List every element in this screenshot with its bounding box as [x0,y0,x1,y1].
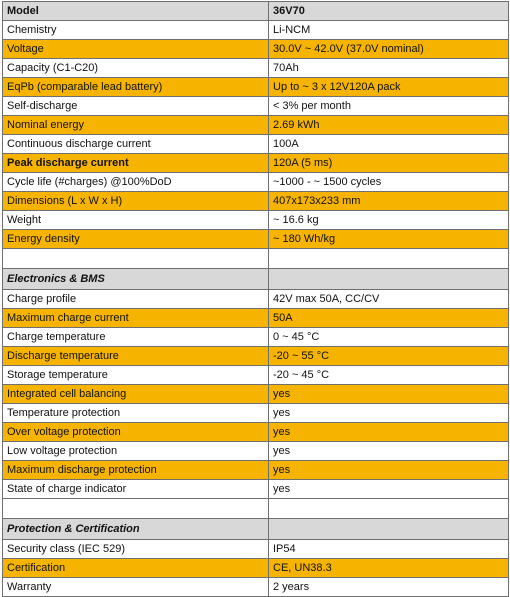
row-label: Cycle life (#charges) @100%DoD [3,173,269,192]
table-row [3,154,509,173]
row-label: Maximum discharge protection [3,461,269,480]
table-row [3,540,509,559]
row-value: yes [269,423,509,442]
row-label: Weight [3,211,269,230]
row-label: Temperature protection [3,404,269,423]
row-value: 407x173x233 mm [269,192,509,211]
table-row [3,578,509,597]
row-label: Storage temperature [3,366,269,385]
spacer-row [3,249,509,269]
table-row [3,442,509,461]
table-row [3,347,509,366]
table-row [3,116,509,135]
row-value: 100A [269,135,509,154]
row-value: 120A (5 ms) [269,154,509,173]
empty-cell [269,269,509,290]
table-row [3,192,509,211]
row-value: yes [269,480,509,499]
row-label: Dimensions (L x W x H) [3,192,269,211]
row-value: -20 ~ 45 °C [269,366,509,385]
section-title: Electronics & BMS [3,269,269,290]
row-value: 30.0V ~ 42.0V (37.0V nominal) [269,40,509,59]
section-protection-certification [3,519,509,540]
section-electronics-bms [3,269,509,290]
table-row [3,385,509,404]
table-row [3,328,509,347]
header-label: Model [3,2,269,21]
spec-table [2,1,509,597]
row-value: 42V max 50A, CC/CV [269,290,509,309]
table-row [3,461,509,480]
row-value: 2 years [269,578,509,597]
row-label: Warranty [3,578,269,597]
empty-cell [269,249,509,269]
row-label: Chemistry [3,21,269,40]
row-label: Peak discharge current [3,154,269,173]
row-value: yes [269,461,509,480]
table-row [3,366,509,385]
row-label: Over voltage protection [3,423,269,442]
row-label: Charge profile [3,290,269,309]
spec-table-body [3,2,509,597]
row-value: ~1000 - ~ 1500 cycles [269,173,509,192]
empty-cell [269,499,509,519]
row-value: 0 ~ 45 °C [269,328,509,347]
row-label: Continuous discharge current [3,135,269,154]
table-row [3,211,509,230]
row-label: Energy density [3,230,269,249]
row-label: Discharge temperature [3,347,269,366]
spacer-row [3,499,509,519]
row-value: -20 ~ 55 °C [269,347,509,366]
table-row [3,559,509,578]
row-label: Security class (IEC 529) [3,540,269,559]
row-value: 50A [269,309,509,328]
row-value: Up to ~ 3 x 12V120A pack [269,78,509,97]
table-row [3,230,509,249]
table-row [3,21,509,40]
row-value: 70Ah [269,59,509,78]
empty-cell [3,249,269,269]
table-row [3,173,509,192]
row-value: CE, UN38.3 [269,559,509,578]
row-value: yes [269,385,509,404]
table-row [3,423,509,442]
table-row [3,59,509,78]
row-label: Capacity (C1-C20) [3,59,269,78]
row-label: Charge temperature [3,328,269,347]
row-value: ~ 180 Wh/kg [269,230,509,249]
row-label: Integrated cell balancing [3,385,269,404]
row-label: Low voltage protection [3,442,269,461]
row-label: Self-discharge [3,97,269,116]
row-value: ~ 16.6 kg [269,211,509,230]
section-title: Protection & Certification [3,519,269,540]
empty-cell [3,499,269,519]
spec-sheet [2,1,508,597]
table-row [3,404,509,423]
table-header-row [3,2,509,21]
table-row [3,309,509,328]
row-value: Li-NCM [269,21,509,40]
row-label: Nominal energy [3,116,269,135]
header-value: 36V70 [269,2,509,21]
row-label: Maximum charge current [3,309,269,328]
row-value: IP54 [269,540,509,559]
table-row [3,135,509,154]
table-row [3,480,509,499]
row-label: State of charge indicator [3,480,269,499]
row-value: 2.69 kWh [269,116,509,135]
empty-cell [269,519,509,540]
row-value: < 3% per month [269,97,509,116]
table-row [3,290,509,309]
table-row [3,40,509,59]
row-value: yes [269,442,509,461]
row-label: EqPb (comparable lead battery) [3,78,269,97]
row-label: Certification [3,559,269,578]
table-row [3,78,509,97]
table-row [3,97,509,116]
row-label: Voltage [3,40,269,59]
row-value: yes [269,404,509,423]
